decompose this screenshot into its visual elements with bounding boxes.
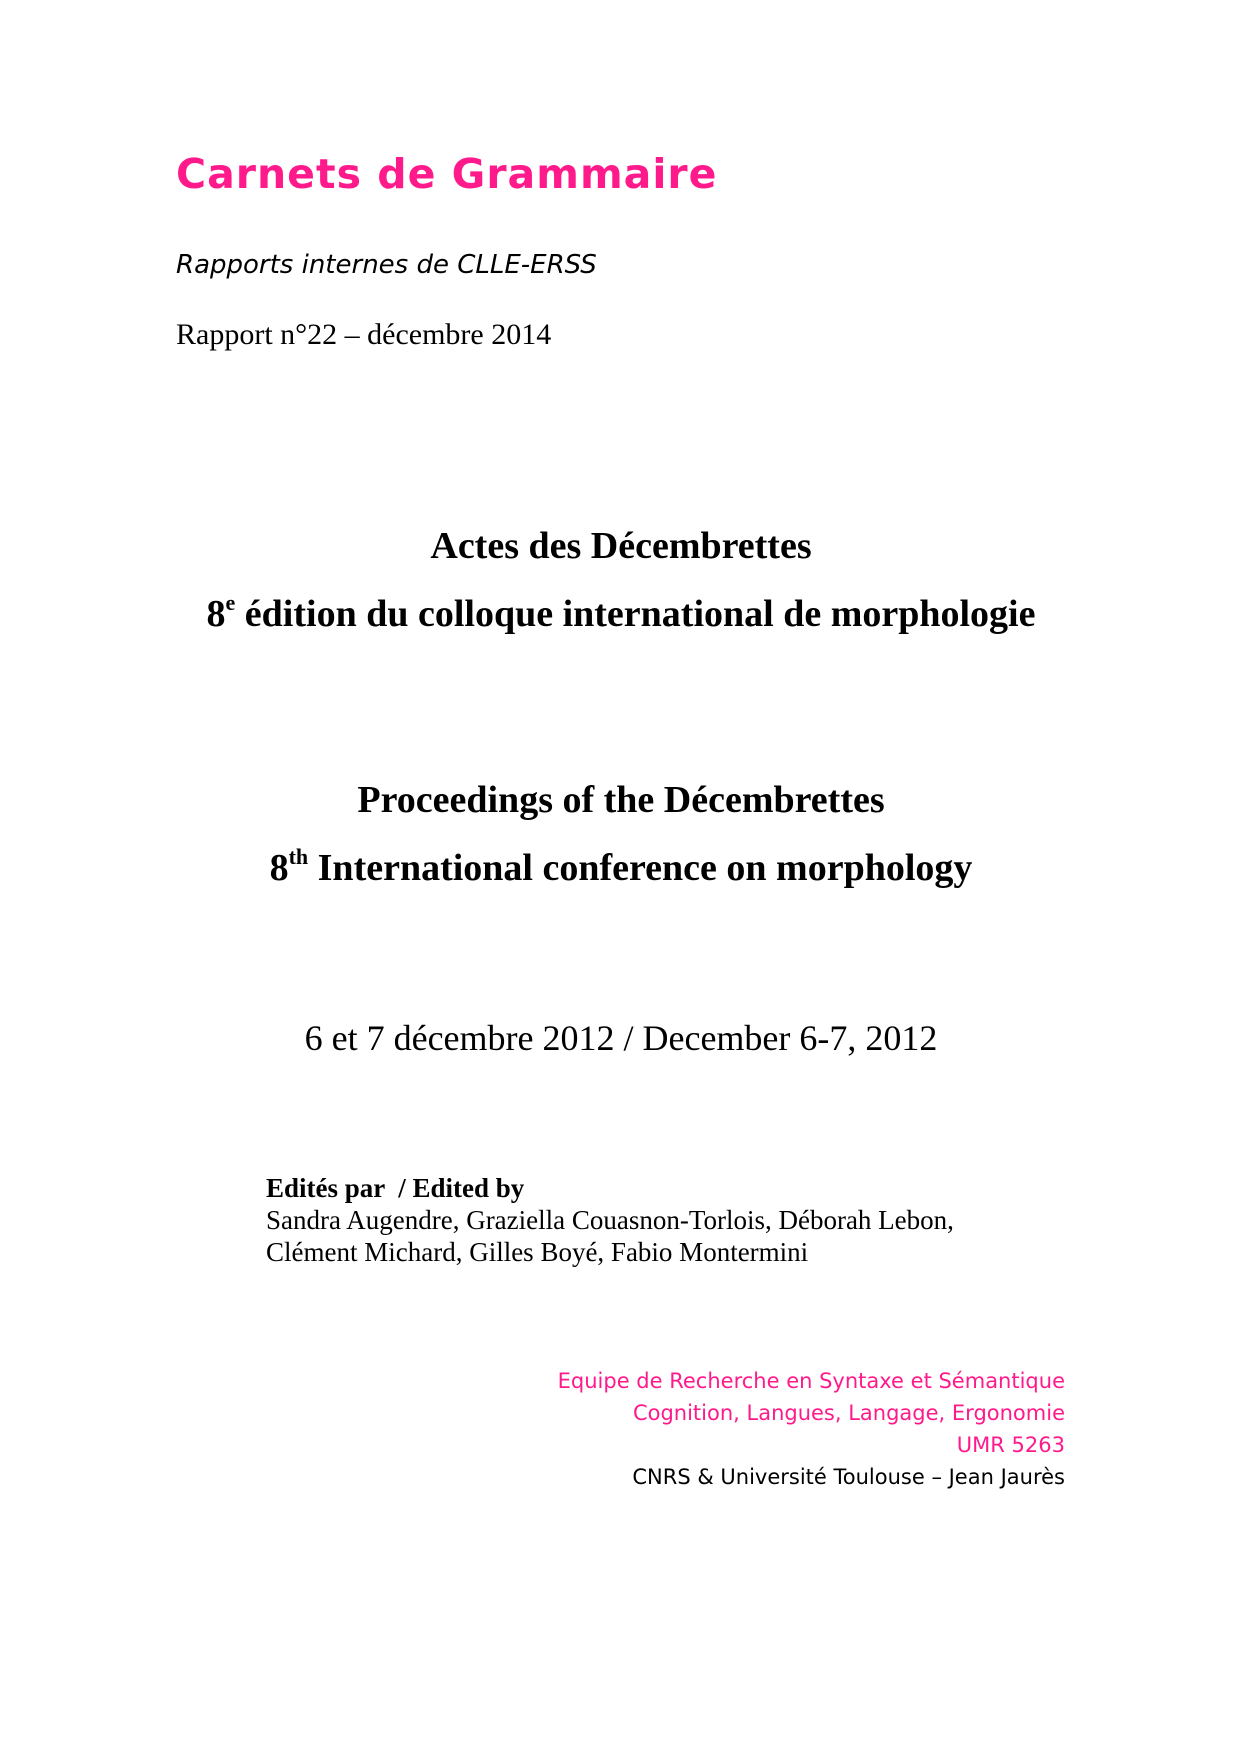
french-edition-text: édition du colloque international de morphologie [235,593,1036,635]
affiliation-lab: Cognition, Langues, Langage, Ergonomie [632,1401,1065,1425]
affiliation-block [558,1365,1065,1493]
french-edition [0,590,1242,638]
french-title: Actes des Décembrettes [430,525,812,567]
series-subtitle: Rapports internes de CLLE-ERSS [176,250,597,280]
editors-names: Sandra Augendre, Graziella Couasnon-Torlois, Déborah Lebon, Clément Michard, Gilles Boyé, Fabio Montermini [266,1205,954,1267]
editors-label: Edités par / Edited by [266,1173,525,1203]
english-edition-text: International conference on morphology [308,847,973,889]
series-title: Carnets de Grammaire [176,150,718,198]
french-edition-superscript: e [225,590,236,615]
english-edition [0,844,1242,892]
english-edition-superscript: th [288,844,309,869]
english-edition-number: 8 [269,847,289,889]
french-edition-number: 8 [206,593,226,635]
affiliation-umr: UMR 5263 [956,1433,1065,1457]
editors-block [266,1172,986,1268]
conference-dates: 6 et 7 décembre 2012 / December 6-7, 2012 [304,1018,938,1058]
affiliation-institution: CNRS & Université Toulouse – Jean Jaurès [632,1465,1065,1489]
report-number: Rapport n°22 – décembre 2014 [176,318,552,351]
english-title: Proceedings of the Décembrettes [357,779,885,821]
affiliation-team: Equipe de Recherche en Syntaxe et Sémantique [557,1369,1065,1393]
